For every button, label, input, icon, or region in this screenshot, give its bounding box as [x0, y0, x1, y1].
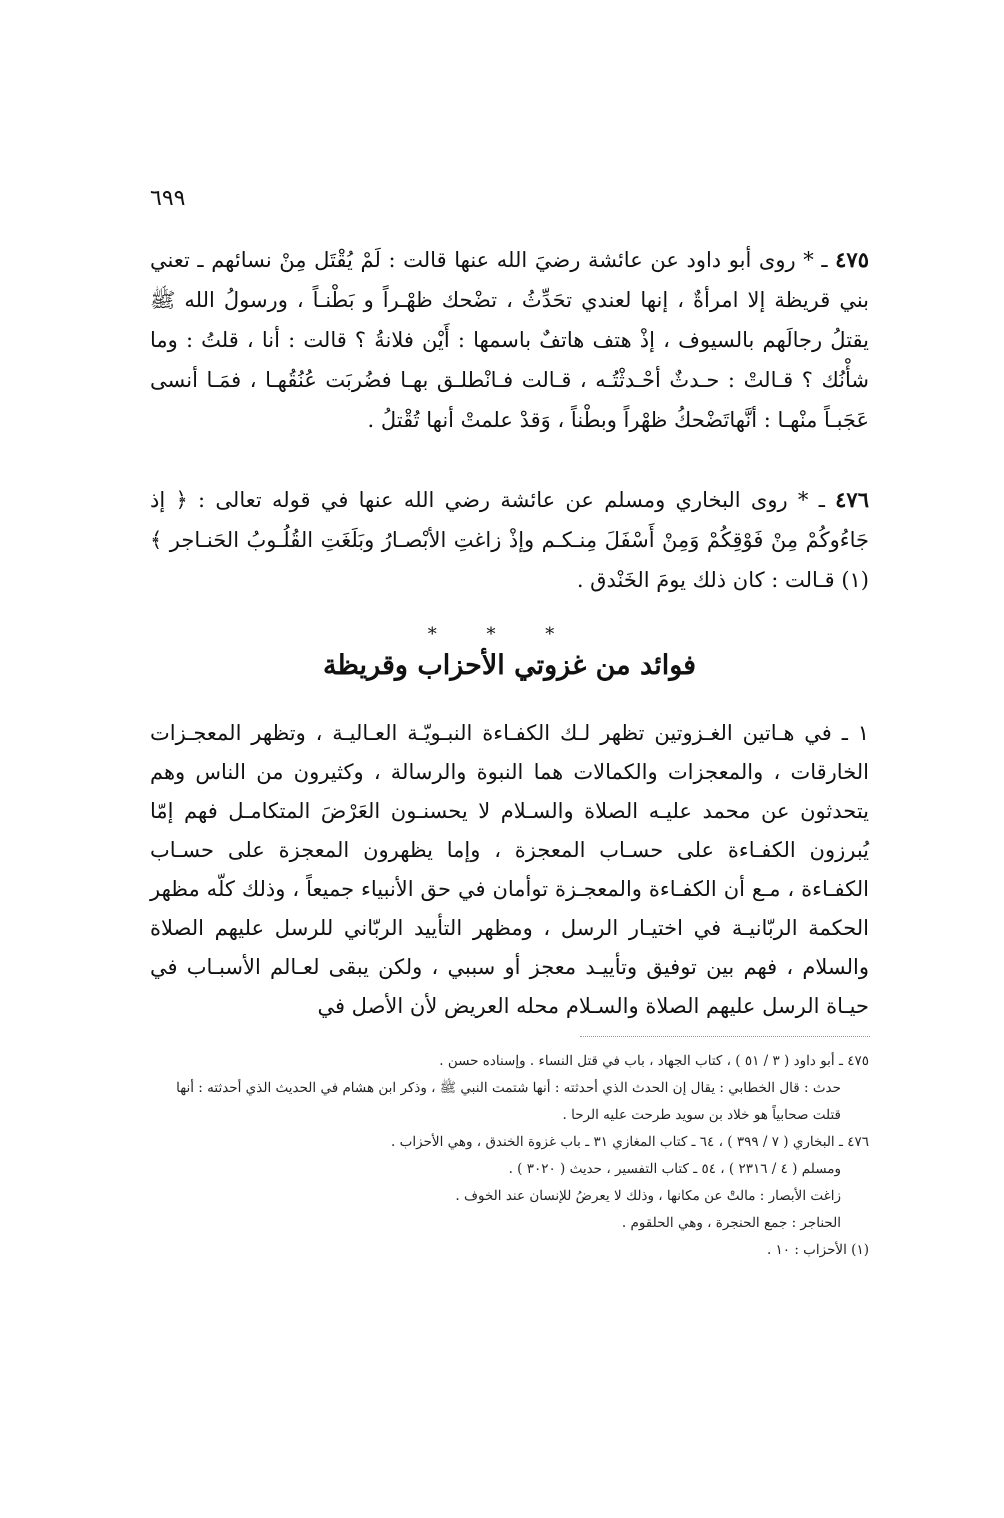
section-divider-stars: * * * — [427, 624, 577, 645]
footnote-476-source: ٤٧٦ ـ البخاري ( ٧ / ٣٩٩ ) ، ٦٤ ـ كتاب المغازي ٣١ ـ باب غزوة الخندق ، وهي الأحزاب . — [391, 1134, 869, 1150]
footnote-475-gloss: حدث : قال الخطابي : يقال إن الحدث الذي أحدثته : أنها شتمت النبي ﷺ ، وذكر ابن هشام في الحديث الذي أحدثته : أنها قتلت صحابياً هو خلاد بن سويد طرحت عليه الرحا . — [176, 1080, 841, 1123]
hadith-476-text: ـ * روى البخاري ومسلم عن عائشة رضي الله عنها في قوله تعالى : ﴿ إذ جَاءُوكُمْ مِنْ فَوْقِكُمْ وَمِنْ أَسْفَلَ مِنـكـم وإذْ زاغتِ الأبْصـارُ وبَلَغَتِ القُلُـوبُ الحَنـاجر ﴾ (١) قـالت : كان ذلك يومَ الخَنْدق . — [150, 488, 869, 592]
hadith-476-paragraph — [150, 480, 869, 600]
footnote-476-gloss-absar: زاغت الأبصار : مالتْ عن مكانها ، وذلك لا يعرضُ للإنسان عند الخوف . — [455, 1188, 841, 1204]
footnotes — [150, 1048, 869, 1264]
footnote-separator — [580, 1036, 870, 1037]
page-number: ٦٩٩ — [150, 186, 186, 211]
footnote-476-gloss-hanajir: الحناجر : جمع الحنجرة ، وهي الحلقوم . — [621, 1215, 841, 1231]
hadith-476-number: ٤٧٦ — [835, 487, 869, 512]
benefits-paragraph-1-text: ١ ـ في هـاتين الغـزوتين تظهر لـك الكفـاءة النبـويّـة العـاليـة ، وتظهر المعجـزات الخارقات ، والمعجزات والكمالات هما النبوة والرسالة ، وكثيرون من الناس وهم يتحدثون عن محمد عليـه الصلاة والسـلام لا يحسنـون العَرْضَ المتكامـل فهم إمّا يُبرزون الكفـاءة على حسـاب المعجزة ، وإما يظهرون المعجزة على حسـاب الكفـاءة ، مـع أن الكفـاءة والمعجـزة توأمان في حق الأنبياء جميعاً ، وذلك كلّه مظهر الحكمة الربّانيـة في اختيـار الرسل ، ومظهر التأييد الربّاني للرسل عليهم الصلاة والسلام ، فهم بين توفيق وتأييـد معجز أو سببي ، ولكن يبقى لعـالم الأسبـاب في حيـاة الرسل عليهم الصلاة والسـلام محله العريض لأن الأصل في — [150, 721, 869, 1018]
footnote-476-muslim: ومسلم ( ٤ / ٢٣١٦ ) ، ٥٤ ـ كتاب التفسير ، حديث ( ٣٠٢٠ ) . — [508, 1161, 841, 1177]
hadith-476 — [150, 480, 869, 600]
footnote-475-source: ٤٧٥ ـ أبو داود ( ٣ / ٥١ ) ، كتاب الجهاد ، باب في قتل النساء . وإسناده حسن . — [439, 1053, 869, 1069]
hadith-475 — [150, 240, 869, 440]
hadith-475-text: ـ * روى أبو داود عن عائشة رضيَ الله عنها قالت : لَمْ يُقْتَل مِنْ نسائهم ـ تعني بني قريظة إلا امرأةٌ ، إنها لعندي تحَدِّثُ ، تضْحك ظهْـراً و بَطْنـاً ، ورسولُ الله ﷺ يقتلُ رجالَهم بالسيوف ، إذْ هتف هاتفٌ باسمها : أَيْن فلانةُ ؟ قالت : أنا ، قلتُ : وما شأْنُك ؟ قـالتْ : حـدثٌ أحْـدثْتُـه ، قـالت فـانْطلـق بهـا فضُربَت عُنُقُهـا ، فمَـا أنسى عَجَبـاً منْهـا : أنَّهاتَضْحكُ ظهْراً وبطْناً ، وَقدْ علمتْ أنها تُقْتلُ . — [150, 248, 869, 432]
footnote-quran-ref: (١) الأحزاب : ١٠ . — [766, 1242, 869, 1258]
hadith-475-paragraph — [150, 240, 869, 440]
section-heading: فوائد من غزوتي الأحزاب وقريظة — [322, 650, 697, 681]
hadith-475-number: ٤٧٥ — [835, 247, 869, 272]
benefits-paragraph-1 — [150, 714, 869, 1026]
